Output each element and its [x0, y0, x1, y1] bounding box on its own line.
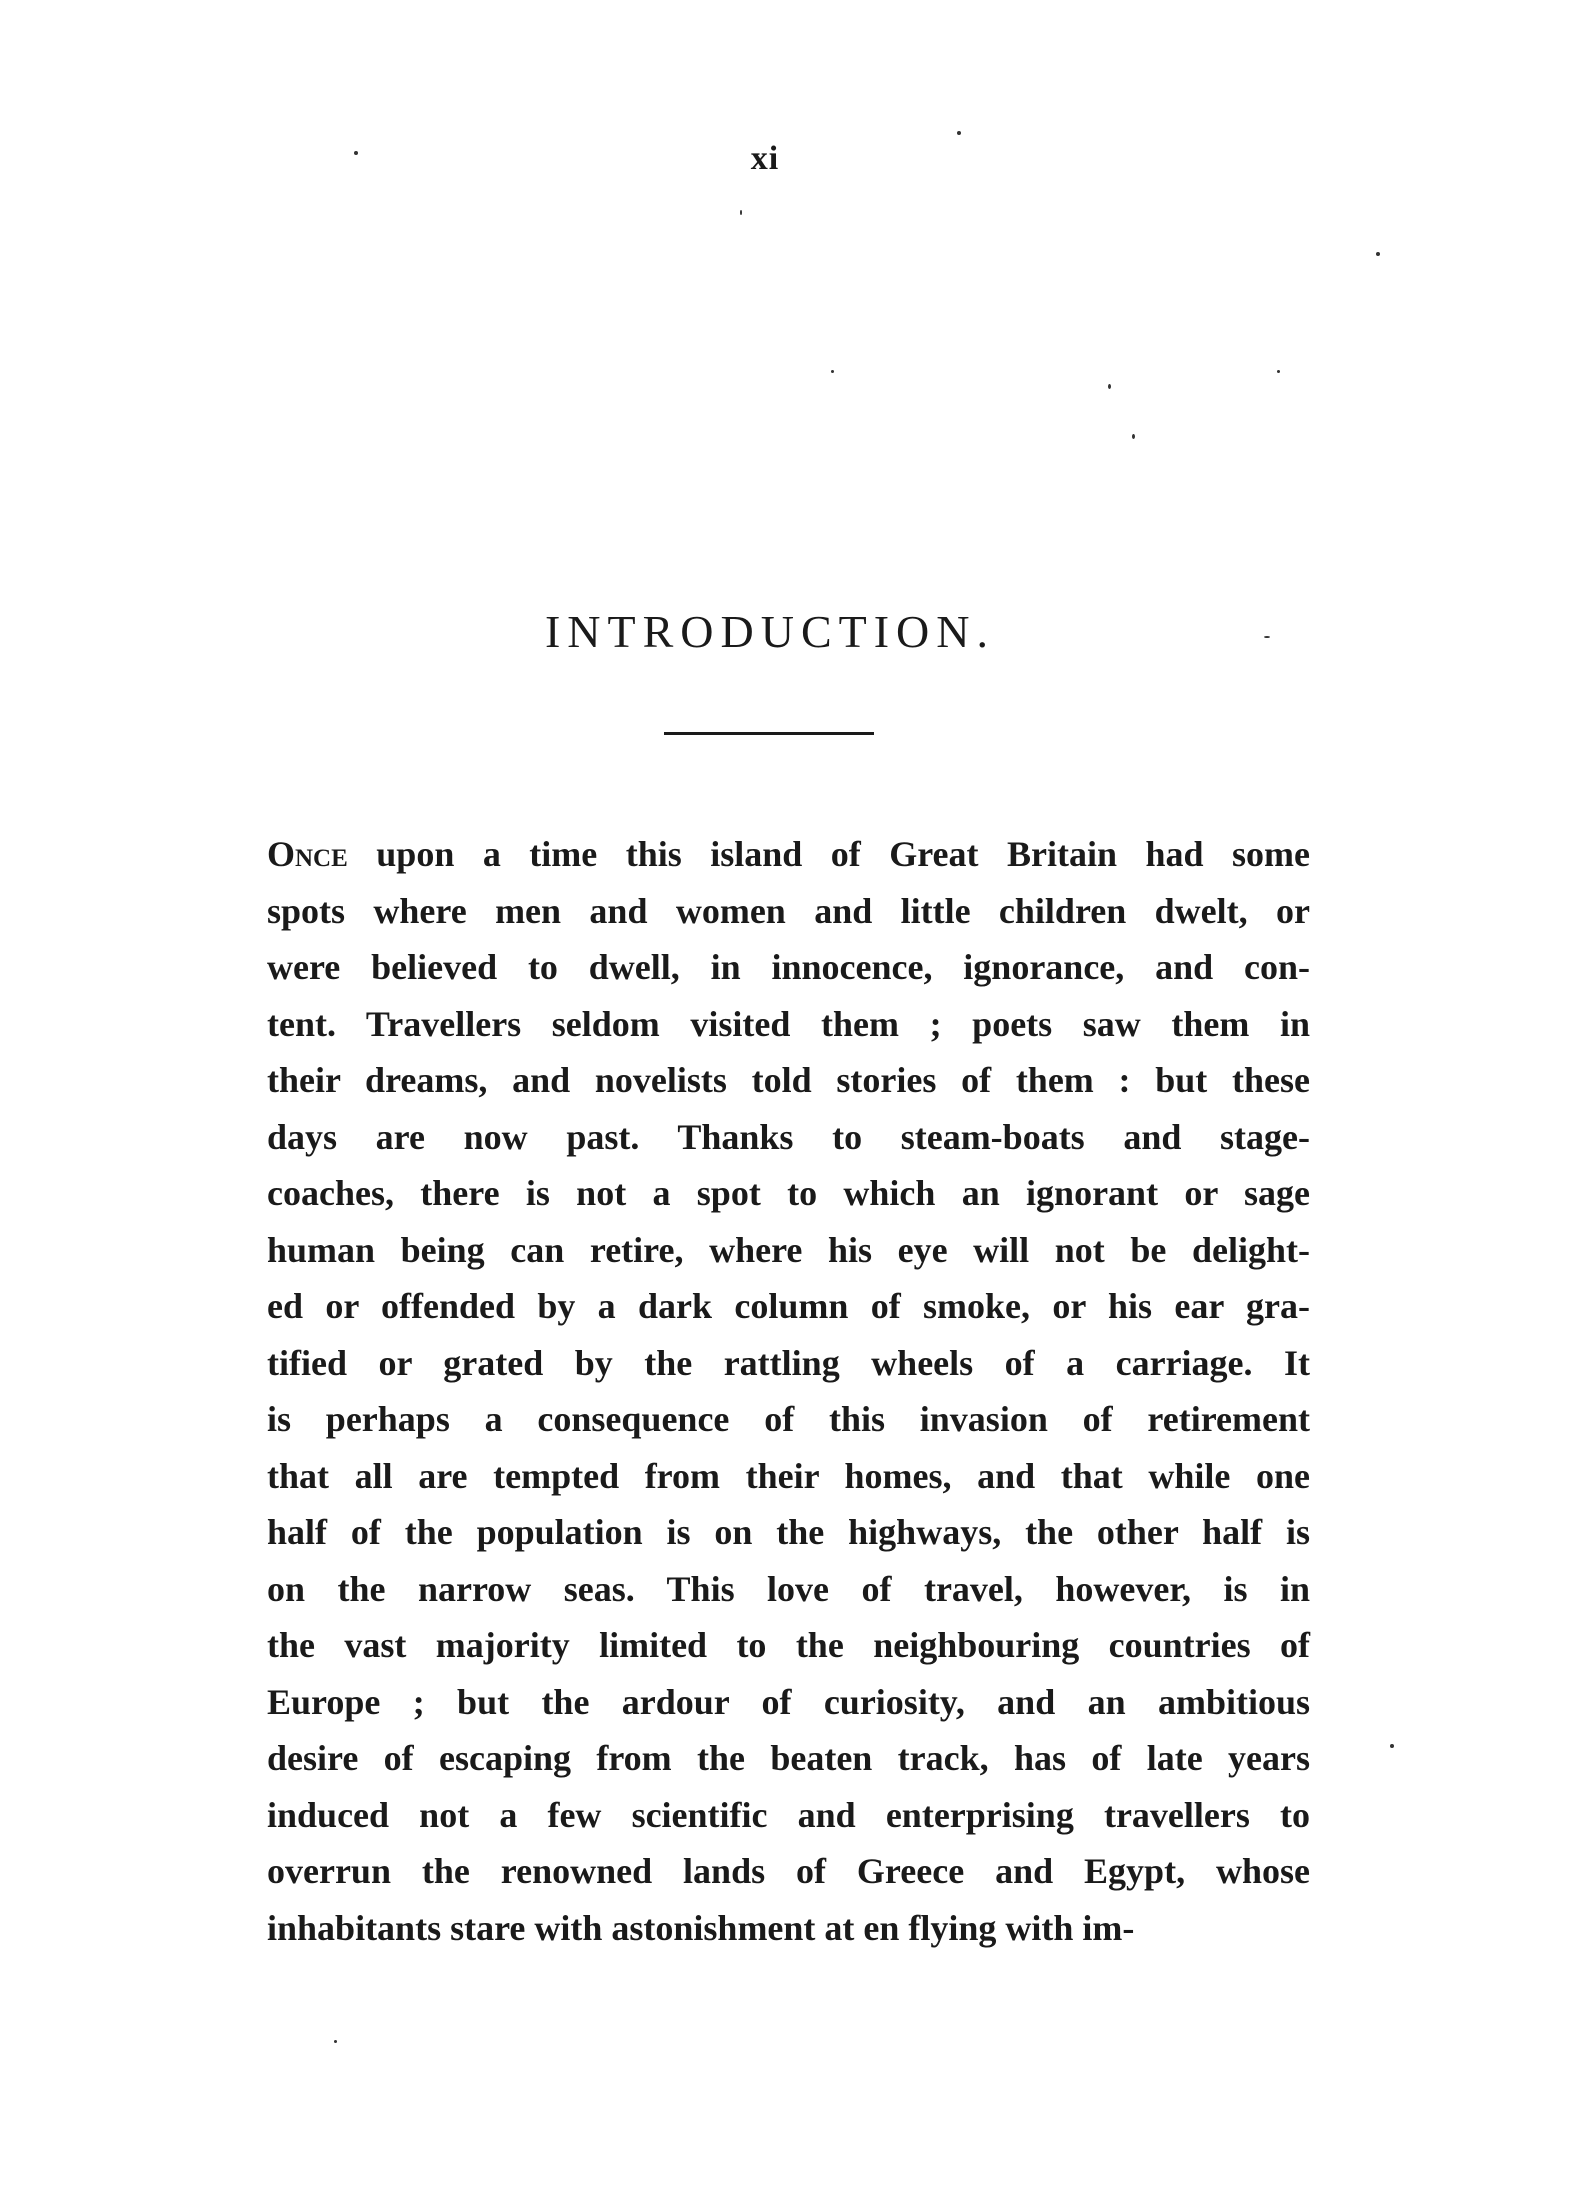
scan-speck [1390, 1744, 1394, 1748]
text-line: spots where men and women and little children dwelt, or [267, 890, 1310, 931]
scan-speck [740, 210, 742, 215]
opening-word: Once [267, 834, 348, 874]
text-line [267, 826, 1310, 883]
text-line: the vast majority limited to the neighbouring countries of [267, 1625, 1310, 1665]
text-line: on the narrow seas. This love of travel, however, is in [267, 1568, 1310, 1609]
scan-speck [1108, 384, 1111, 389]
text-line: ed or offended by a dark column of smoke, or his ear gra- [267, 1286, 1310, 1326]
text-line: overrun the renowned lands of Greece and Egypt, whose [267, 1851, 1310, 1891]
chapter-heading: INTRODUCTION. [544, 606, 995, 657]
page-number: xi [750, 140, 780, 177]
text-line: induced not a few scientific and enterprising travellers to [267, 1794, 1310, 1835]
text-line: tified or grated by the rattling wheels of a carriage. It [267, 1342, 1310, 1383]
scan-speck [957, 131, 961, 135]
text-line: Europe ; but the ardour of curiosity, and an ambitious [267, 1681, 1310, 1722]
scan-speck [1264, 636, 1270, 638]
text-line: days are now past. Thanks to steam-boats and stage- [267, 1116, 1310, 1157]
text-line: is perhaps a consequence of this invasion of retirement [267, 1399, 1310, 1439]
scan-speck [334, 2040, 337, 2043]
text-line: that all are tempted from their homes, and that while one [267, 1455, 1310, 1496]
text-line-content: upon a time this island of Great Britain had some [347, 834, 1310, 874]
heading-rule [664, 732, 874, 735]
scan-speck [1132, 434, 1135, 439]
text-line: inhabitants stare with astonishment at en flying with im- [267, 1907, 1135, 1948]
text-line: tent. Travellers seldom visited them ; poets saw them in [267, 1003, 1310, 1044]
introduction-paragraph [267, 826, 1310, 1956]
text-line: their dreams, and novelists told stories of them : but these [267, 1060, 1310, 1100]
text-line: desire of escaping from the beaten track, has of late years [267, 1738, 1310, 1778]
scan-speck [831, 370, 834, 373]
text-line: coaches, there is not a spot to which an ignorant or sage [267, 1173, 1310, 1213]
scan-speck [1376, 252, 1380, 256]
text-line: were believed to dwell, in innocence, ignorance, and con- [267, 947, 1310, 987]
text-line: human being can retire, where his eye will not be delight- [267, 1229, 1310, 1270]
text-line: half of the population is on the highways, the other half is [267, 1512, 1310, 1552]
scan-speck [1277, 370, 1280, 373]
scan-speck [354, 151, 358, 155]
